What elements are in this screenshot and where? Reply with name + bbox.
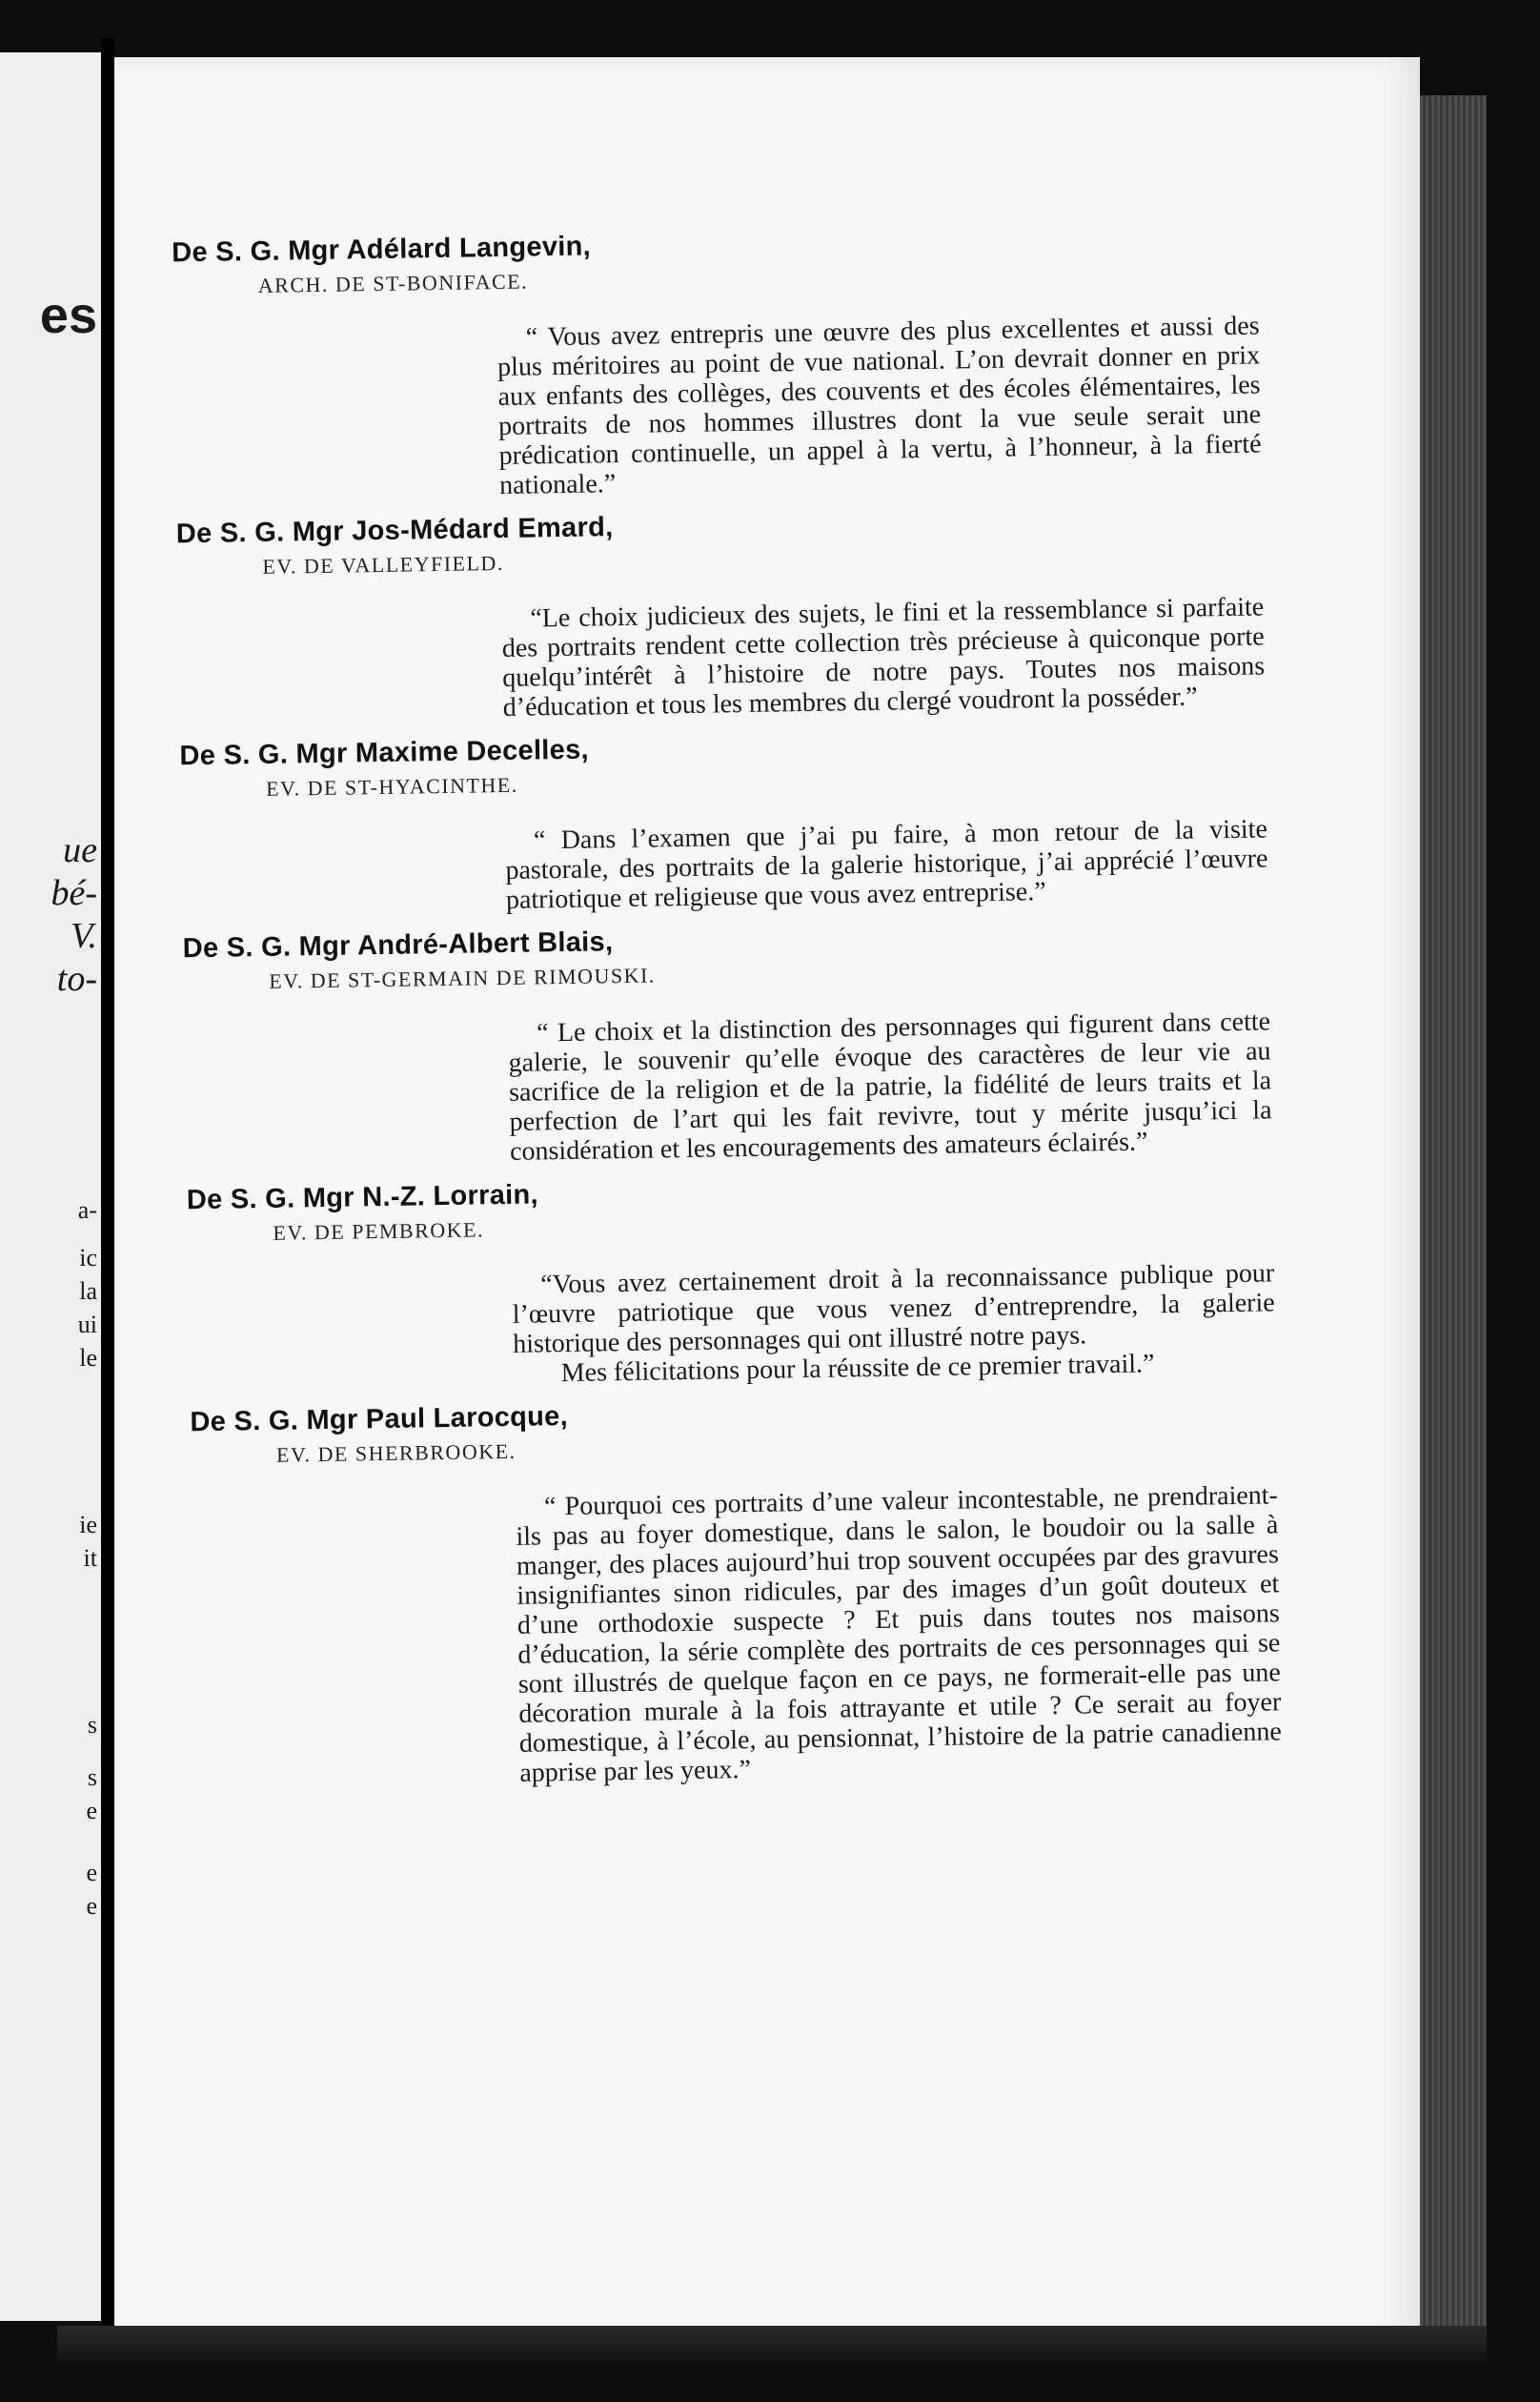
testimonials (133, 220, 1302, 1807)
left-page-text: ui (77, 1311, 97, 1338)
left-page-text: e (86, 1859, 97, 1886)
quote-paragraph: “ Dans l’examen que j’ai pu faire, à mon retour de la visite pastorale, des portraits de la galerie historique, j’ai apprécié l’œuvre patriotique et religieuse que vous avez entreprise.” (505, 814, 1268, 915)
left-page-text: e (86, 1797, 97, 1824)
left-page-text: e (86, 1892, 97, 1920)
entry-see: EV. DE PEMBROKE. (273, 1217, 485, 1245)
left-page-text: s (87, 1711, 97, 1739)
entry-lorrain (149, 1168, 1295, 1394)
entry-quote (516, 1480, 1283, 1788)
entry-quote (508, 1007, 1272, 1167)
left-page-text: s (87, 1763, 97, 1791)
entry-heading: De S. G. Mgr N.-Z. Lorrain, (186, 1179, 539, 1216)
left-page-text: le (79, 1344, 97, 1372)
entry-see: EV. DE VALLEYFIELD. (262, 550, 504, 579)
entry-quote (501, 592, 1266, 723)
entry-heading: De S. G. Mgr Paul Larocque, (190, 1400, 569, 1438)
book-gutter (101, 38, 114, 2326)
left-page-text: it (83, 1544, 97, 1572)
entry-emard (138, 501, 1285, 728)
left-page-text: la (79, 1277, 97, 1305)
quote-paragraph: “ Vous avez entrepris une œuvre des plus excellentes et aussi des plus méritoires au point de vue national. L’on devrait donner en prix aux enfants des collèges, des couvents et des écoles élémentaires, les portraits de nos hommes illustres dont la vue seule serait une prédication continuelle, un appel à la vertu, à l’honneur, à la fierté nationale.” (496, 311, 1262, 500)
entry-heading: De S. G. Mgr Jos-Médard Emard, (175, 512, 614, 550)
left-page-fragment (0, 52, 101, 2321)
entry-see: ARCH. DE ST-BONIFACE. (257, 269, 529, 297)
bottom-edge (57, 2326, 1487, 2364)
left-page-text: bé- (51, 873, 97, 913)
entry-larocque (152, 1390, 1301, 1794)
entry-decelles (141, 723, 1287, 921)
quote-paragraph: Mes félicitations pour la réussite de ce premier travail.” (560, 1349, 1155, 1389)
entry-heading: De S. G. Mgr Maxime Decelles, (179, 734, 590, 772)
entry-quote (496, 311, 1262, 500)
left-page-text: ic (79, 1244, 97, 1272)
entry-langevin (133, 220, 1281, 506)
quote-paragraph: “Le choix judicieux des sujets, le fini et la ressemblance si parfaite des portraits rendent cette collection très précieuse à quiconque porte quelqu’intérêt à l’histoire de notre pays. Toutes nos maisons d’éducation et tous les membres du clergé voudront la posséder.” (501, 592, 1266, 723)
entry-quote (505, 814, 1268, 915)
quote-paragraph: “Vous avez certainement droit à la reconnaissance publique pour l’œuvre patriotique que vous venez d’entreprendre, la galerie historique des personnages qui ont illustré notre pays. (512, 1258, 1275, 1359)
entry-quote (512, 1258, 1276, 1389)
entry-see: EV. DE SHERBROOKE. (275, 1438, 517, 1467)
left-page-text: ie (79, 1511, 97, 1538)
entry-heading: De S. G. Mgr André-Albert Blais, (182, 926, 614, 965)
left-page-text: to- (56, 959, 97, 999)
left-page-text: V. (71, 916, 97, 956)
quote-paragraph: “ Pourquoi ces portraits d’une valeur incontestable, ne prendraient-ils pas au foyer domestique, dans le salon, le boudoir ou la salle à manger, des places aujourd’hui trop souvent occupées par des gravures insignifiantes sinon ridicules, par des images d’un goût douteux et d’une orthodoxie suspecte ? Et puis dans toutes nos maisons d’éducation, la série complète des portraits de ces personnages qui se sont illustrés de quelque façon en ce pays, ne formerait-elle pas une décoration murale à la fois attrayante et utile ? Ce serait au foyer domestique, à l’école, au pensionnat, l’histoire de la patrie canadienne apprise par les yeux.” (516, 1480, 1283, 1788)
left-page-text: es (39, 287, 97, 344)
entry-see: EV. DE ST-GERMAIN DE RIMOUSKI. (269, 963, 656, 993)
left-page-text: ue (63, 830, 97, 870)
quote-paragraph: “ Le choix et la distinction des personnages qui figurent dans cette galerie, le souvenir qu’elle évoque des caractères de leur vie au sacrifice de la religion et de la patrie, la fidélité de leurs traits et la perfection de l’art qui les fait revivre, tout y mérite jusqu’ici la considération et les encouragements des amateurs éclairés.” (508, 1007, 1272, 1167)
entry-blais (144, 916, 1291, 1172)
entry-see: EV. DE ST-HYACINTHE. (265, 772, 518, 801)
left-page-text: a- (77, 1196, 97, 1224)
entry-heading: De S. G. Mgr Adélard Langevin, (171, 231, 592, 269)
page-edge (1420, 95, 1487, 2364)
